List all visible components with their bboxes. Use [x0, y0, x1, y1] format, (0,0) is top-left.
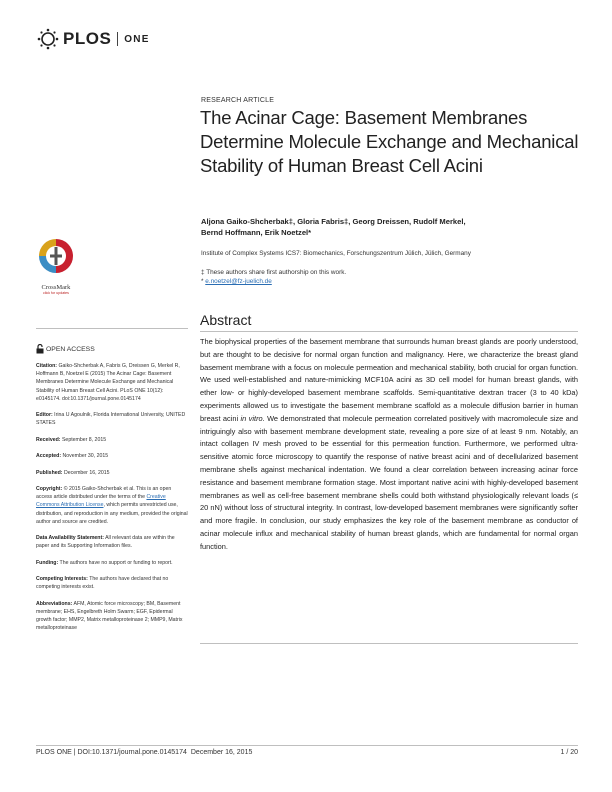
published-label: Published: [36, 469, 63, 476]
plos-one-logo [36, 28, 150, 50]
copyright-text-pre: © 2015 Gaiko-Shcherbak et al. This is an open access article distributed under the terms of the [36, 485, 172, 501]
copyright-block [36, 485, 188, 526]
authors-line-2: Bernd Hoffmann, Erik Noetzel* [201, 228, 312, 237]
abstract-bottom-divider [200, 643, 578, 644]
abstract-part-2: . We demonstrated that molecule permeation correlated positively with macromolecule size and intriguingly also with basement membrane development state, revealing a pore size of at least 9 nm. Notably, an intact collagen IV mesh proved to be essential for this permeation function. Furthermore, we performed ultra-sensitive atomic force microscopy to quantify the response of native breast acini and of decellularized basement membrane shells against mechanical indentation. We found a clear correlation between increasing acinar force resistance and basement membrane formation stage. Most important native acini with highly-developed basement membranes as well as cell-free basement membrane shells could both withstand physiologically relevant loads (≤ 20 nN) without loss of structural integrity. In contrast, low-developed basement membranes were significantly softer and more fragile. In conclusion, our study emphasizes the key role of the basement membrane as conductor of acinar molecule influx and mechanical stability of human breast glands, which are fundamental for normal organ function. [200, 413, 578, 551]
editor-block [36, 411, 188, 427]
plos-dots-icon [36, 28, 60, 50]
received-date: September 8, 2015 [61, 436, 107, 443]
corresponding-email-link[interactable]: e.noetzel@fz-juelich.de [205, 278, 272, 285]
copyright-label: Copyright: [36, 485, 63, 492]
abstract-heading: Abstract [200, 312, 252, 328]
abbreviations-block [36, 600, 188, 633]
data-availability-block [36, 534, 188, 550]
editor-label: Editor: [36, 412, 53, 419]
open-access-badge [36, 344, 95, 354]
equal-contribution-note: ‡ These authors share first authorship on this work. [201, 269, 347, 276]
author-list [201, 216, 581, 238]
funding-block [36, 559, 188, 567]
data-availability-text: All relevant data are within the paper and its Supporting Information files. [36, 535, 175, 550]
authors-line-1: Aljona Gaiko-Shcherbak‡, Gloria Fabris‡, Georg Dreissen, Rudolf Merkel, [201, 217, 466, 226]
logo-brand: PLOS [63, 29, 112, 48]
accepted-date: November 30, 2015 [62, 453, 109, 460]
competing-interests-label: Competing Interests: [36, 576, 88, 583]
page-number: 1 / 20 [560, 749, 578, 756]
abstract-divider [200, 331, 578, 332]
copyright-text-post: , which permits unrestricted use, distribution, and reproduction in any medium, provided the original author and source are credited. [36, 502, 188, 525]
citation-block [36, 362, 188, 403]
accepted-label: Accepted: [36, 453, 62, 460]
sidebar-divider [36, 328, 188, 329]
abbreviations-label: Abbreviations: [36, 600, 73, 607]
data-availability-label: Data Availability Statement: [36, 535, 104, 542]
received-label: Received: [36, 436, 61, 443]
footer-journal-doi: PLOS ONE | DOI:10.1371/journal.pone.0145174 [36, 749, 187, 756]
crossmark-badge[interactable] [34, 238, 78, 295]
corresponding-note [201, 277, 346, 286]
logo-divider [117, 32, 118, 46]
license-link[interactable]: Creative Commons Attribution License [36, 494, 166, 509]
funding-text: The authors have no support or funding to report. [59, 559, 173, 566]
abbreviations-text: AFM, Atomic force microscopy; BM, Basement membrane; EHS, Engelbreth Holm Swarm; EGF, Epidermal growth factor; MMP2, Matrix metalloproteinase 2; MMP9, Matrix metalloproteinase [36, 600, 183, 632]
published-block [36, 469, 188, 477]
footer-citation [36, 749, 252, 756]
crossmark-subtitle: click for updates [43, 291, 69, 295]
article-metadata [36, 362, 188, 641]
competing-interests-block [36, 575, 188, 591]
logo-journal: ONE [124, 33, 150, 45]
competing-interests-text: The authors have declared that no competing interests exist. [36, 576, 169, 591]
editor-text: Irina U Agoulnik, Florida International University, UNITED STATES [36, 412, 186, 427]
footer-date: December 16, 2015 [190, 749, 253, 756]
open-lock-icon [36, 344, 44, 354]
abstract-part-1: The biophysical properties of the basement membrane that surrounds human breast glands are poorly understood, but are thought to be decisive for normal organ function and malignancy. Here, we characterize the breast gland basement membrane with a focus on molecule permeation and mechanical stability, both crucial for organ function. We used well-established and nature-mimicking MCF10A acini as 3D cell model for human breast glands, with ether low- or highly-developed basement membrane scaffolds. Semi-quantitative dextran tracer (3 to 40 kDa) experiments allowed us to investigate the basement membrane scaffold as a molecule diffusion barrier in human breast acini [200, 337, 578, 423]
abstract-body [200, 336, 578, 554]
article-type: RESEARCH ARTICLE [201, 97, 275, 104]
abstract-italic: in vitro [240, 413, 263, 423]
open-access-label: OPEN ACCESS [46, 345, 95, 353]
article-title: The Acinar Cage: Basement Membranes Determine Molecule Exchange and Mechanical Stability of Human Breast Cell Acini [200, 107, 579, 176]
crossmark-title: CrossMark [41, 284, 71, 291]
footer-divider [36, 745, 578, 746]
funding-label: Funding: [36, 559, 59, 566]
published-date: December 16, 2015 [63, 469, 110, 476]
citation-label: Citation: [36, 363, 58, 369]
author-notes [201, 268, 346, 286]
citation-text: Gaiko-Shcherbak A, Fabris G, Dreissen G, Merkel R, Hoffmann B, Noetzel E (2015) The Acinar Cage: Basement Membranes Determine Molecule Exchange and Mechanical Stability of Human Breast Cell Acini. PLoS ONE 10(12): e0145174. doi:10.1371/journal.pone.0145174 [36, 363, 180, 402]
affiliation: Institute of Complex Systems ICS7: Biomechanics, Forschungszentrum Jülich, Jülich, Germany [201, 250, 471, 257]
corresponding-marker: * [201, 278, 206, 285]
crossmark-icon [38, 238, 74, 278]
received-block [36, 436, 188, 444]
accepted-block [36, 452, 188, 460]
